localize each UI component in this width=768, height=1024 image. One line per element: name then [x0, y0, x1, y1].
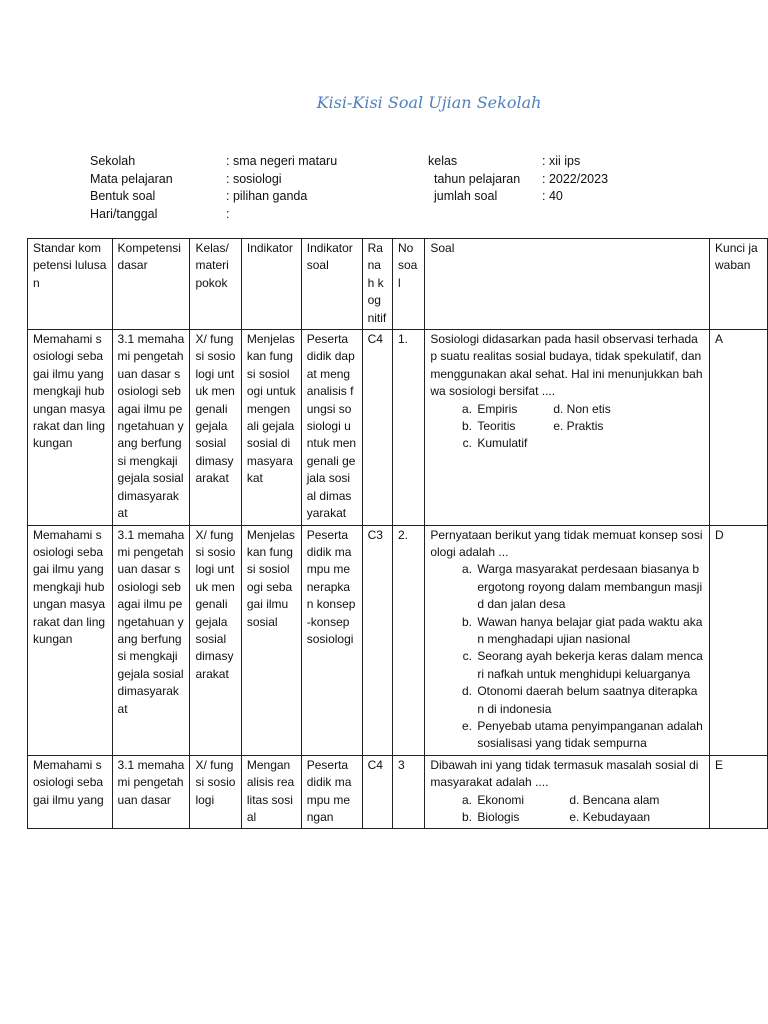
info-value: : 2022/2023	[542, 171, 609, 186]
info-value: : 40	[542, 189, 563, 203]
cell-indikator-soal: Peserta didik dapat menganalisis fungsi sosiologi untuk mengenali gejala sosial dimasyarakat	[301, 330, 362, 525]
option-b: b. Biologis e. Kebudayaan	[475, 809, 704, 826]
cell-kunci-jawaban: E	[710, 755, 768, 829]
option-a: a. Ekonomi d. Bencana alam	[475, 792, 704, 809]
cell-standar-kompetensi: Memahami sosiologi sebagai ilmu yang	[28, 755, 113, 829]
cell-no-soal: 1.	[392, 330, 424, 525]
header-cell: Kunci jawaban	[710, 239, 768, 330]
question-text: Dibawah ini yang tidak termasuk masalah sosial dimasyarakat adalah ....	[430, 757, 699, 790]
cell-standar-kompetensi: Memahami sosiologi sebagai ilmu yang mengkaji hubungan masyarakat dan lingkungan	[28, 525, 113, 755]
cell-kunci-jawaban: D	[710, 525, 768, 755]
cell-materi-pokok: X/ fungsi sosiologi untuk mengenali gejala sosial dimasyarakat	[190, 525, 241, 755]
cell-soal	[425, 330, 710, 525]
cell-indikator-soal: Peserta didik mampu menerapkan konsep-konsep sosiologi	[301, 525, 362, 755]
header-cell: Standar kompetensi lulusan	[28, 239, 113, 330]
cell-indikator: Menganalisis realitas sosial	[241, 755, 301, 829]
cell-kompetensi-dasar: 3.1 memahami pengetahuan dasar sosiologi sebagai ilmu pengetahuan yang berfungsi mengkaji gejala sosial dimasyarakat	[112, 330, 190, 525]
cell-no-soal: 3	[392, 755, 424, 829]
table-row	[28, 330, 768, 525]
cell-soal	[425, 755, 710, 829]
answer-options	[430, 401, 704, 453]
option-b: b. Wawan hanya belajar giat pada waktu akan menghadapi ujian nasional	[475, 614, 704, 649]
header-cell: Kelas/ materi pokok	[190, 239, 241, 330]
header-cell: Indikator soal	[301, 239, 362, 330]
cell-indikator: Menjelaskan fungsi sosiologi untuk mengenali gejala sosial dimasyarakat	[241, 330, 301, 525]
header-cell: Soal	[425, 239, 710, 330]
cell-standar-kompetensi: Memahami sosiologi sebagai ilmu yang mengkaji hubungan masyarakat dan lingkungan	[28, 330, 113, 525]
info-label: Bentuk soal	[90, 189, 156, 203]
option-c: c. Kumulatif	[475, 435, 704, 452]
info-value: : sma negeri mataru	[226, 154, 338, 168]
document-title: Kisi-Kisi Soal Ujian Sekolah	[316, 93, 542, 112]
info-label: Sekolah	[90, 154, 136, 168]
question-text: Pernyataan berikut yang tidak memuat konsep sosiologi adalah ...	[430, 527, 703, 559]
info-value: : xii ips	[542, 154, 581, 168]
option-d: d. Otonomi daerah belum saatnya diterapkan di indonesia	[475, 683, 704, 718]
cell-kompetensi-dasar: 3.1 memahami pengetahuan dasar sosiologi sebagai ilmu pengetahuan yang berfungsi mengkaji gejala sosial dimasyarakat	[112, 525, 190, 755]
option-a: a. Warga masyarakat perdesaan biasanya bergotong royong dalam membangun masjid dan jalan desa	[475, 561, 704, 613]
cell-kunci-jawaban: A	[710, 330, 768, 525]
cell-materi-pokok: X/ fungsi sosiologi untuk mengenali gejala sosial dimasyarakat	[190, 330, 241, 525]
info-label: Hari/tanggal	[90, 206, 158, 221]
cell-no-soal: 2.	[392, 525, 424, 755]
cell-ranah-kognitif: C3	[362, 525, 392, 755]
answer-options	[430, 792, 704, 827]
answer-options	[430, 561, 704, 752]
cell-ranah-kognitif: C4	[362, 330, 392, 525]
cell-ranah-kognitif: C4	[362, 755, 392, 829]
header-cell: Ranah kognitif	[362, 239, 392, 330]
option-c: c. Seorang ayah bekerja keras dalam mencari nafkah untuk menghidupi keluarganya	[475, 648, 704, 683]
option-b: b. Teoritis e. Praktis	[475, 418, 704, 435]
question-text: Sosiologi didasarkan pada hasil observasi terhadap suatu realitas sosial budaya, tidak spekulatif, dan menggunakan akal sehat. Hal ini menunjukkan bahwa sosiologi bersifat ....	[430, 332, 703, 399]
header-cell: Indikator	[241, 239, 301, 330]
header-cell: No soal	[392, 239, 424, 330]
info-value: : pilihan ganda	[226, 189, 308, 203]
cell-materi-pokok: X/ fungsi sosiologi	[190, 755, 241, 829]
info-label: kelas	[428, 154, 458, 168]
info-value: : sosiologi	[226, 171, 282, 186]
cell-indikator: Menjelaskan fungsi sosiologi sebagai ilmu sosial	[241, 525, 301, 755]
table-header-row	[28, 239, 768, 330]
cell-kompetensi-dasar: 3.1 memahami pengetahuan dasar	[112, 755, 190, 829]
option-e: e. Penyebab utama penyimpanganan adalah sosialisasi yang tidak sempurna	[475, 718, 704, 753]
info-label: jumlah soal	[434, 189, 498, 203]
info-label: Mata pelajaran	[90, 171, 173, 186]
table-row	[28, 525, 768, 755]
kisi-kisi-table	[27, 238, 768, 829]
table-row	[28, 755, 768, 829]
cell-soal	[425, 525, 710, 755]
info-value: :	[226, 206, 230, 221]
cell-indikator-soal: Peserta didik mampu mengan	[301, 755, 362, 829]
header-cell: Kompetensi dasar	[112, 239, 190, 330]
info-label: tahun pelajaran	[434, 171, 521, 186]
option-a: a. Empiris d. Non etis	[475, 401, 704, 418]
